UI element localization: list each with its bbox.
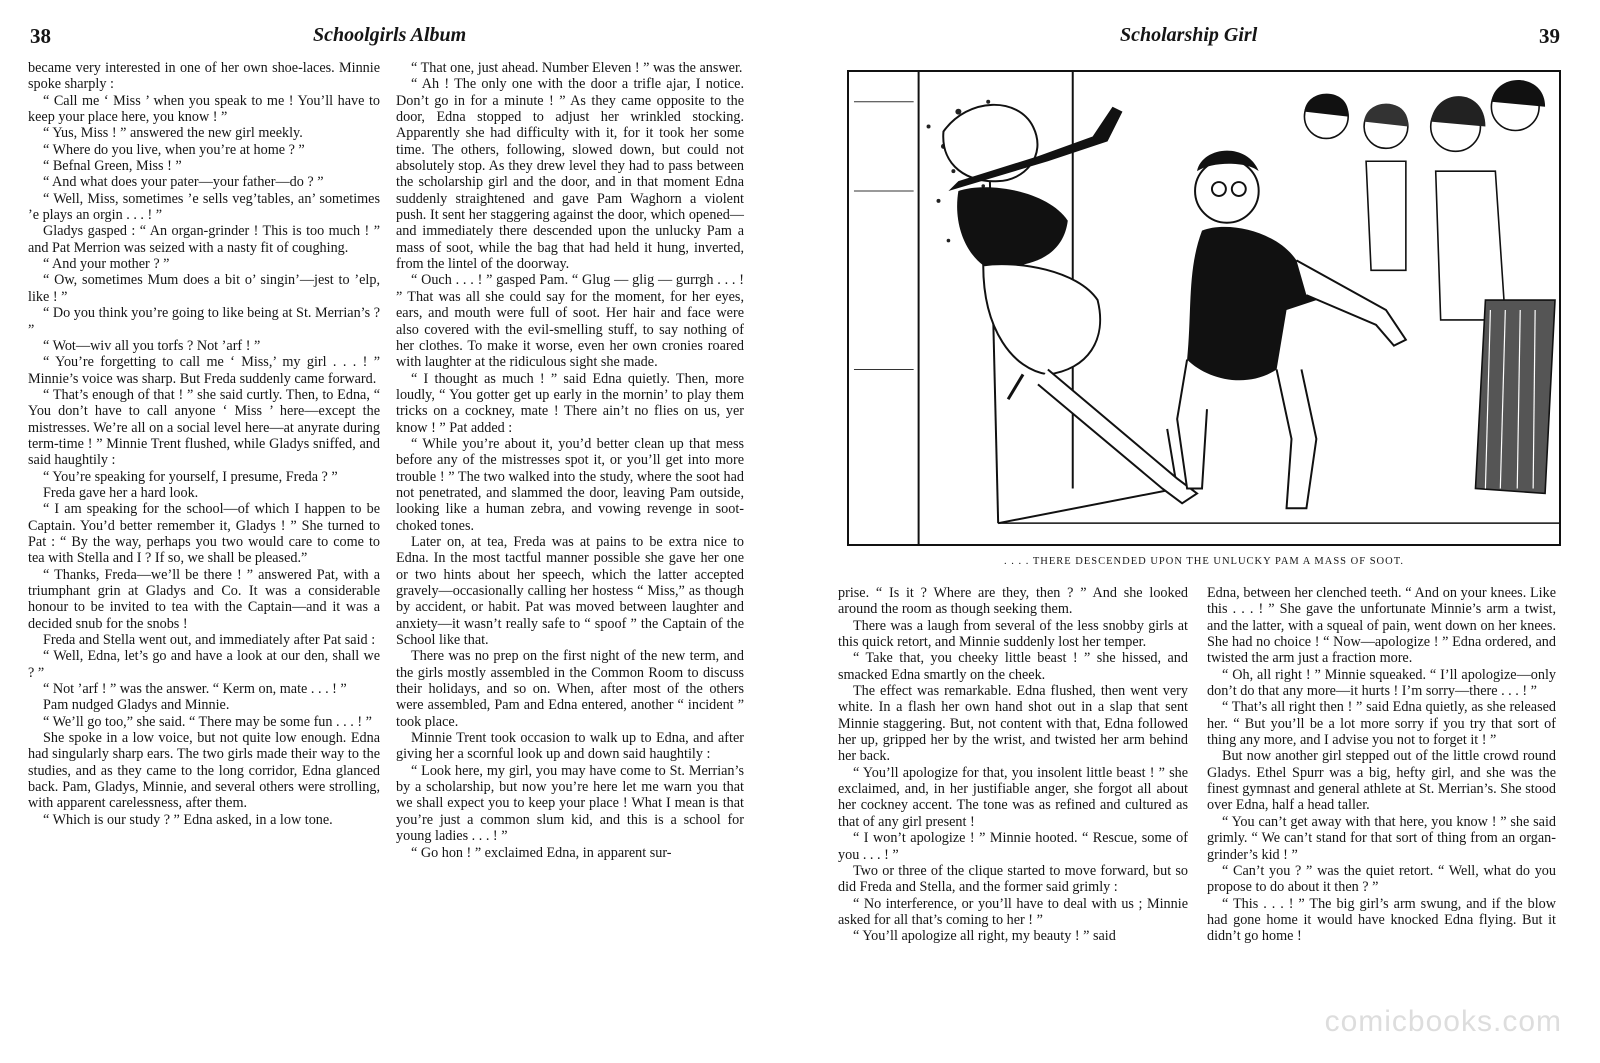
paragraph: There was a laugh from several of the less snobby girls at this quick retort, and Minnie suddenly lost her temper. <box>838 617 1188 651</box>
paragraph: “ You can’t get away with that here, you know ! ” she said grimly. “ We can’t stand for that sort of thing from an organ-grinder’s kid ! ” <box>1207 813 1556 863</box>
paragraph: “ Oh, all right ! ” Minnie squeaked. “ I’ll apologize—only don’t do that any more—it hurts ! I’m sorry—there . . . ! ” <box>1207 666 1556 700</box>
left-page-column-2 <box>396 60 744 861</box>
paragraph: Minnie Trent took occasion to walk up to Edna, and after giving her a scornful look up and down said haughtily : <box>396 730 744 763</box>
paragraph: “ Befnal Green, Miss ! ” <box>43 158 182 175</box>
paragraph: “ Ouch . . . ! ” gasped Pam. “ Glug — glig — gurrgh . . . ! ” That was all she could say for the moment, for her eyes, ears, and mouth were full of soot. Her hair and face were also covered with the evil-smelling stuff, to say nothing of her clothes. To make it worse, even her own cronies roared with laughter at the ridiculous sight she made. <box>396 272 744 371</box>
paragraph: “ Where do you live, when you’re at home ? ” <box>43 141 305 158</box>
running-head-left: Schoolgirls Album <box>313 24 467 46</box>
paragraph: “ You’ll apologize all right, my beauty ! ” said <box>853 928 1116 945</box>
paragraph: The effect was remarkable. Edna flushed, then went very white. In a flash her own hand shot out in a slap that sent Minnie staggering. But, not content with that, Edna followed her up, gripped her by the wrist, and twisted her arm behind her back. <box>838 683 1188 765</box>
left-page-column-1 <box>28 60 380 828</box>
paragraph: “ While you’re about it, you’d better clean up that mess before any of the mistresses spot it, or you’ll get into more trouble ! ” The two walked into the study, where the soot had not penetrated, and slammed the door, leaving Pam outside, looking like a human zebra, and vowing revenge in soot-choked tones. <box>396 435 744 534</box>
paragraph: “ Well, Miss, sometimes ’e sells veg’tables, an’ sometimes ’e plays an orgin . . . ! ” <box>28 190 380 224</box>
illustration-drawing <box>849 72 1559 544</box>
right-page-column-2 <box>1207 585 1556 945</box>
paragraph: “ This . . . ! ” The big girl’s arm swung, and if the blow had gone home it would have knocked Edna flying. But it didn’t go home ! <box>1207 895 1556 945</box>
paragraph: “ Ah ! The only one with the door a trifle ajar, I notice. Don’t go in for a minute ! ” As they came opposite to the door, Edna stopped to adjust her wrinkled stocking. Apparently she had difficulty with it, for it took her some time. The others, following, slowed down, but could not absolutely stop. As they drew level they had to pass between the scholarship girl and the door, and in that moment Edna suddenly straightened and gave Pam Waghorn a violent push. It sent her staggering against the door, which opened—and immediately there descended upon the unlucky Pam a mass of soot, while the bag that had held it hung, inverted, from the lintel of the doorway. <box>396 76 744 273</box>
paragraph: prise. “ Is it ? Where are they, then ? ” And she looked around the room as though seeking them. <box>838 585 1188 618</box>
paragraph: “ Not ’arf ! ” was the answer. “ Kerm on, mate . . . ! ” <box>43 681 347 698</box>
paragraph: “ And your mother ? ” <box>43 256 170 273</box>
paragraph: “ Go hon ! ” exclaimed Edna, in apparent sur- <box>411 844 672 861</box>
page-number-left: 38 <box>30 24 51 48</box>
paragraph: “ Well, Edna, let’s go and have a look at our den, shall we ? ” <box>28 648 380 681</box>
watermark: comicbooks.com <box>1324 1005 1562 1038</box>
paragraph: “ Call me ‘ Miss ’ when you speak to me ! You’ll have to keep your place here, you know ! ” <box>28 92 380 126</box>
paragraph: “ We’ll go too,” she said. “ There may be some fun . . . ! ” <box>43 713 372 730</box>
paragraph: Two or three of the clique started to move forward, but so did Freda and Stella, and the former said grimly : <box>838 862 1188 896</box>
paragraph: Later on, at tea, Freda was at pains to be extra nice to Edna. In the most tactful manner possible she gave her one or two hints about her speech, which the latter accepted gravely—occasionally calling her hostess “ Miss,” as though by accident, or habit. Pat was moved between laughter and anxiety—it wasn’t really safe to “ spoof ” the Captain of the School like that. <box>396 533 744 649</box>
paragraph: Freda gave her a hard look. <box>43 484 199 501</box>
story-illustration <box>847 70 1561 546</box>
paragraph: “ Do you think you’re going to like being at St. Merrian’s ? ” <box>28 305 380 338</box>
page-number-right: 39 <box>1539 24 1560 48</box>
paragraph: “ Yus, Miss ! ” answered the new girl meekly. <box>43 125 303 142</box>
paragraph: “ Wot—wiv all you torfs ? Not ’arf ! ” <box>43 337 261 354</box>
paragraph: Edna, between her clenched teeth. “ And on your knees. Like this . . . ! ” She gave the unfortunate Minnie’s arm a twist, and the latter, with a squeal of pain, went down on her knees. She had no choice ! “ Now—apologize ! ” Edna ordered, and twisted the arm just a fraction more. <box>1207 585 1556 667</box>
right-page-column-1 <box>838 585 1188 945</box>
paragraph: “ You’ll apologize for that, you insolent little beast ! ” she exclaimed, and, in her justifiable anger, she forgot all about her cockney accent. The tone was as refined and cultured as that of any girl present ! <box>838 764 1188 830</box>
paragraph: “ That one, just ahead. Number Eleven ! ” was the answer. <box>411 60 743 76</box>
paragraph: “ And what does your pater—your father—do ? ” <box>43 174 324 191</box>
right-page <box>800 0 1600 1063</box>
paragraph: “ That’s all right then ! ” said Edna quietly, as she released her. “ But you’ll be a lot more sorry if you try that sort of thing any more, and I advise you not to forget it ! ” <box>1207 699 1556 749</box>
paragraph: “ Thanks, Freda—we’ll be there ! ” answered Pat, with a triumphant grin at Gladys and Co. It was a considerable honour to be invited to tea with the Captain—and it was a decided snub for the snobs ! <box>28 566 380 632</box>
paragraph: “ Ow, sometimes Mum does a bit o’ singin’—jest to ’elp, like ! ” <box>28 272 380 305</box>
paragraph: She spoke in a low voice, but not quite low enough. Edna had singularly sharp ears. The two girls made their way to the studies, and as they came to the long corridor, Edna glanced back. Pam, Gladys, Minnie, and several others were strolling, with apparent carelessness, after them. <box>28 730 380 812</box>
paragraph: “ Which is our study ? ” Edna asked, in a low tone. <box>43 811 333 828</box>
paragraph: “ You’re forgetting to call me ‘ Miss,’ my girl . . . ! ” Minnie’s voice was sharp. But Freda suddenly came forward. <box>28 354 380 387</box>
running-head-right: Scholarship Girl <box>1120 24 1258 46</box>
paragraph: “ That’s enough of that ! ” she said curtly. Then, to Edna, “ You don’t have to call anyone ‘ Miss ’ here—except the mistresses. We’re all on a social level here—at anyrate during term-time ! ” Minnie Trent flushed, while Gladys sniffed, and said haughtily : <box>28 386 380 469</box>
paragraph: “ I am speaking for the school—of which I happen to be Captain. You’d better remember it, Gladys ! ” She turned to Pat : “ By the way, perhaps you two would care to come to tea with Stella and I ? If so, we shall be pleased.” <box>28 501 380 567</box>
paragraph: Gladys gasped : “ An organ-grinder ! This is too much ! ” and Pat Merrion was seized with a nasty fit of coughing. <box>28 223 380 256</box>
illustration-caption: . . . . THERE DESCENDED UPON THE UNLUCKY PAM A MASS OF SOOT. <box>1004 556 1404 567</box>
paragraph: “ Take that, you cheeky little beast ! ” she hissed, and smacked Edna smartly on the cheek. <box>838 650 1188 683</box>
paragraph: Pam nudged Gladys and Minnie. <box>43 697 230 714</box>
paragraph: “ I won’t apologize ! ” Minnie hooted. “ Rescue, some of you . . . ! ” <box>838 830 1188 863</box>
paragraph: Freda and Stella went out, and immediately after Pat said : <box>43 632 376 649</box>
paragraph: “ Look here, my girl, you may have come to St. Merrian’s by a scholarship, but now you’re here let me warn you that we shall expect you to keep your place ! What I mean is that you’re just a common slum kid, and this is a school for young ladies . . . ! ” <box>396 762 744 845</box>
paragraph: “ No interference, or you’ll have to deal with us ; Minnie asked for all that’s coming to her ! ” <box>838 895 1188 928</box>
paragraph: There was no prep on the first night of the new term, and the girls mostly assembled in the Common Room to discuss their holidays, and so on. When, after most of the others were assembled, Pam and Edna entered, another “ incident ” took place. <box>396 648 744 730</box>
paragraph: “ Can’t you ? ” was the quiet retort. “ Well, what do you propose to do about it then ? ” <box>1207 862 1556 896</box>
paragraph: “ You’re speaking for yourself, I presume, Freda ? ” <box>43 468 338 485</box>
paragraph: became very interested in one of her own shoe-laces. Minnie spoke sharply : <box>28 60 380 93</box>
paragraph: But now another girl stepped out of the little crowd round Gladys. Ethel Spurr was a big, hefty girl, and she was the finest gymnast and general athlete at St. Merrian’s. She stood over Edna, half a head taller. <box>1207 748 1556 814</box>
paragraph: “ I thought as much ! ” said Edna quietly. Then, more loudly, “ You gotter get up early in the mornin’ to play them tricks on a cockney, mate ! There ain’t no flies on us, yer know ! ” Pat added : <box>396 370 744 436</box>
